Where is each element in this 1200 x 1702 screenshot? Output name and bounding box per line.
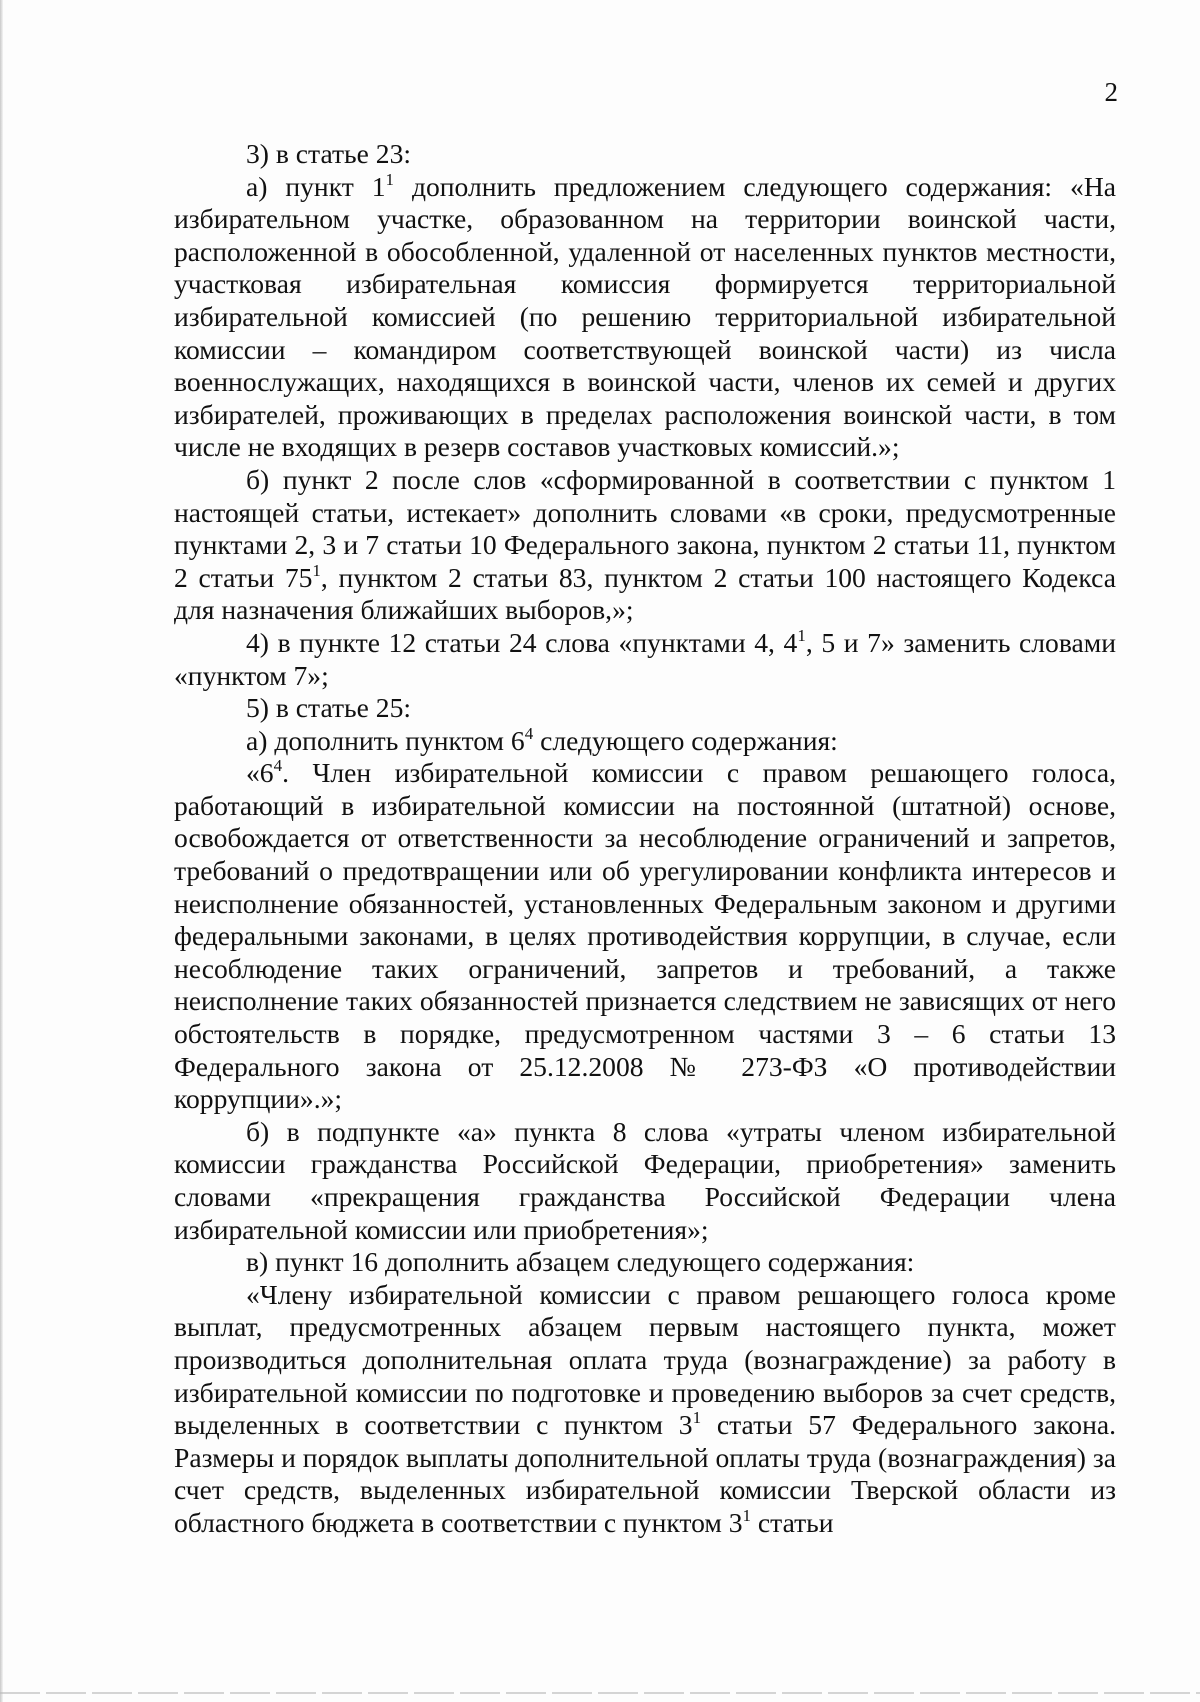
superscript-index: 1 <box>797 625 806 645</box>
scan-bottom-edge <box>0 1692 1200 1694</box>
paragraph-25-a-text: «$6^4$. Член избирательной комиссии с правом решающего голоса, работающий в избирательной комиссии на постоянной (штатной) основе, освобождается от ответственности за несоблюдение ограничений и запретов, требований о предотвращении или об урегулировании конфликта интересов и неисполнение обязанностей, установленных Федеральным законом и другими федеральными законами, в целях противодействия коррупции, в случае, если несоблюдение таких ограничений, запретов и требований, а также неисполнение таких обязанностей признается следствием не зависящих от него обстоятельств в порядке, предусмотренном частями 3 – 6 статьи 13 Федерального закона от 25.12.2008 № 273-ФЗ «О противодействии коррупции».»; <box>174 756 1116 1115</box>
paragraph-25-a: а) дополнить пунктом $6^4$ следующего содержания: <box>246 723 838 756</box>
page-number: 2 <box>1104 77 1118 107</box>
superscript-index: 1 <box>742 1505 752 1525</box>
paragraph-25-b: б) в подпункте «а» пункта 8 слова «утраты членом избирательной комиссии гражданства Российской Федерации, приобретения» заменить словами «прекращения гражданства Российской Федерации члена избирательной комиссии или приобретения»; <box>174 1115 1116 1245</box>
superscript-index: 1 <box>312 560 321 580</box>
paragraph-article-23: 3) в статье 23: <box>246 138 412 169</box>
document-body <box>174 138 1116 1540</box>
paragraph-23-a: а) пункт $1^1$ дополнить предложением следующего содержания: «На избирательном участке, образованном на территории воинской части, расположенной в обособленной, удаленной от населенных пунктов местности, участковая избирательная комиссия формируется территориальной избирательной комиссией (по решению территориальной избирательной комиссии – командиром соответствующей воинской части) из числа военнослужащих, находящихся в воинской части, членов их семей и других избирателей, проживающих в пределах расположения воинской части, в том числе не входящих в резерв составов участковых комиссий.»; <box>174 169 1116 463</box>
paragraph-25-v-text: «Члену избирательной комиссии с правом решающего голоса кроме выплат, предусмотренных абзацем первым настоящего пункта, может производиться дополнительная оплата труда (вознаграждение) за работу в избирательной комиссии по подготовке и проведению выборов за счет средств, выделенных в соответствии с пунктом $3^1$ статьи 57 Федерального закона. Размеры и порядок выплаты дополнительной оплаты труда (вознаграждения) за счет средств, выделенных избирательной комиссии Тверской области из областного бюджета в соответствии с пунктом $3^1$ статьи <box>174 1278 1116 1538</box>
paragraph-article-25: 5) в статье 25: <box>246 692 412 724</box>
superscript-index: 4 <box>273 756 283 776</box>
paragraph-23-b: б) пункт 2 после слов «сформированной в соответствии с пунктом 1 настоящей статьи, истекает» дополнить словами «в сроки, предусмотренные пунктами 2, 3 и 7 статьи 10 Федерального закона, пунктом 2 статьи 11, пунктом 2 статьи $75^1$, пунктом 2 статьи 83, пунктом 2 статьи 100 настоящего Кодекса для назначения ближайших выборов,»; <box>174 463 1116 626</box>
scan-edge-shadow <box>0 0 3 1702</box>
paragraph-article-24: 4) в пункте 12 статьи 24 слова «пунктами 4, $4^1$, 5 и 7» заменить словами «пунктом 7»; <box>174 625 1116 691</box>
superscript-index: 1 <box>385 169 395 189</box>
superscript-index: 4 <box>524 723 534 743</box>
paragraph-25-v: в) пункт 16 дополнить абзацем следующего содержания: <box>246 1246 915 1278</box>
superscript-index: 1 <box>692 1408 702 1428</box>
